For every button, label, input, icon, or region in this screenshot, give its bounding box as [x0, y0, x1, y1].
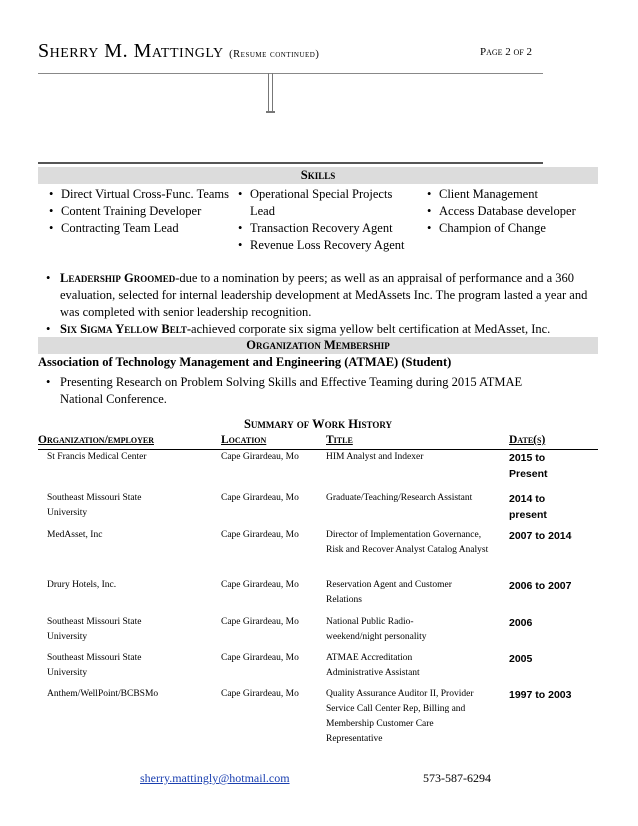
row-date: 2007 to 2014 [509, 530, 572, 542]
row-date: 2015 to Present [509, 452, 548, 480]
skill-item: • Direct Virtual Cross-Func. Teams [49, 186, 237, 203]
col-header-title: Title [326, 434, 353, 446]
skills-column-2 [238, 186, 413, 254]
row-location: Cape Girardeau, Mo [221, 580, 299, 590]
phone-number: 573-587-6294 [423, 771, 491, 785]
skill-item: • Access Database developer [427, 203, 597, 220]
skill-item: • Operational Special Projects Lead [238, 186, 400, 220]
leadership-text: -due to a nomination by peers; as well as an appraisal of performance and a 360 evaluation, selected for internal leadership development at MedAssets Inc. The program lasted a year and was completed with senior leadership recognition. [60, 271, 588, 319]
row-org: Anthem/WellPoint/BCBSMo [47, 689, 159, 699]
row-date: 2005 [509, 653, 533, 665]
row-date: 1997 to 2003 [509, 689, 572, 701]
email-link[interactable]: sherry.mattingly@hotmail.com [140, 771, 290, 785]
name-text: Sherry M. Mattingly [38, 40, 224, 62]
row-title: Reservation Agent and Customer Relations [326, 580, 452, 605]
row-title: Director of Implementation Governance, Risk and Recover Analyst Catalog Analyst [326, 530, 489, 555]
row-title: ATMAE Accreditation Administrative Assistant [326, 653, 420, 678]
skill-item: • Client Management [427, 186, 597, 203]
leadership-label: Leadership Groomed [60, 271, 176, 285]
row-location: Cape Girardeau, Mo [221, 493, 299, 503]
sixsigma-label: Six Sigma Yellow Belt- [60, 322, 192, 336]
row-location: Cape Girardeau, Mo [221, 530, 299, 540]
page-number: Page 2 of 2 [480, 46, 533, 58]
row-org: MedAsset, Inc [47, 530, 103, 540]
header-divider-post [268, 73, 273, 113]
row-title: Quality Assurance Auditor II, Provider Service Call Center Rep, Billing and Membership Customer Care Representative [326, 689, 474, 744]
skills-top-rule [38, 162, 543, 164]
col-header-date: Date(s) [509, 434, 546, 446]
skills-column-1 [49, 186, 237, 237]
header-rule [38, 73, 543, 74]
organization-item: • Presenting Research on Problem Solving Skills and Effective Teaming during 2015 ATMAE National Conference. [38, 374, 528, 408]
row-location: Cape Girardeau, Mo [221, 653, 299, 663]
row-location: Cape Girardeau, Mo [221, 689, 299, 699]
leadership-item [38, 270, 598, 321]
skill-item: • Champion of Change [427, 220, 597, 237]
organization-heading: Organization Membership [38, 337, 598, 354]
resume-name [38, 40, 319, 63]
row-org: Drury Hotels, Inc. [47, 580, 117, 590]
continued-label: (Resume continued) [229, 49, 320, 60]
work-history-heading: Summary of Work History [38, 416, 598, 433]
col-header-location: Location [221, 434, 267, 446]
col-header-org: Organization/employer [38, 434, 154, 446]
skill-item: • Transaction Recovery Agent [238, 220, 413, 237]
row-date: 2006 to 2007 [509, 580, 572, 592]
skills-column-3 [427, 186, 597, 237]
skills-heading: Skills [38, 167, 598, 184]
row-org: Southeast Missouri State University [47, 617, 142, 642]
row-title: Graduate/Teaching/Research Assistant [326, 493, 473, 503]
row-org: Southeast Missouri State University [47, 493, 142, 518]
organization-list [38, 374, 528, 408]
sixsigma-text: achieved corporate six sigma yellow belt certification at MedAsset, Inc. [191, 322, 551, 336]
row-location: Cape Girardeau, Mo [221, 452, 299, 462]
skill-item: • Revenue Loss Recovery Agent [238, 237, 413, 254]
row-title: National Public Radio- weekend/night personality [326, 617, 427, 642]
row-date: 2006 [509, 617, 533, 629]
row-org: Southeast Missouri State University [47, 653, 142, 678]
row-org: St Francis Medical Center [47, 452, 147, 462]
header-divider-base [266, 111, 275, 113]
sixsigma-item [38, 321, 598, 338]
skills-highlights [38, 270, 598, 338]
row-location: Cape Girardeau, Mo [221, 617, 299, 627]
skill-item: • Content Training Developer [49, 203, 237, 220]
row-date: 2014 to present [509, 493, 547, 521]
row-title: HIM Analyst and Indexer [326, 452, 424, 462]
skill-item: • Contracting Team Lead [49, 220, 237, 237]
organization-name: Association of Technology Management and Engineering (ATMAE) (Student) [38, 355, 452, 369]
